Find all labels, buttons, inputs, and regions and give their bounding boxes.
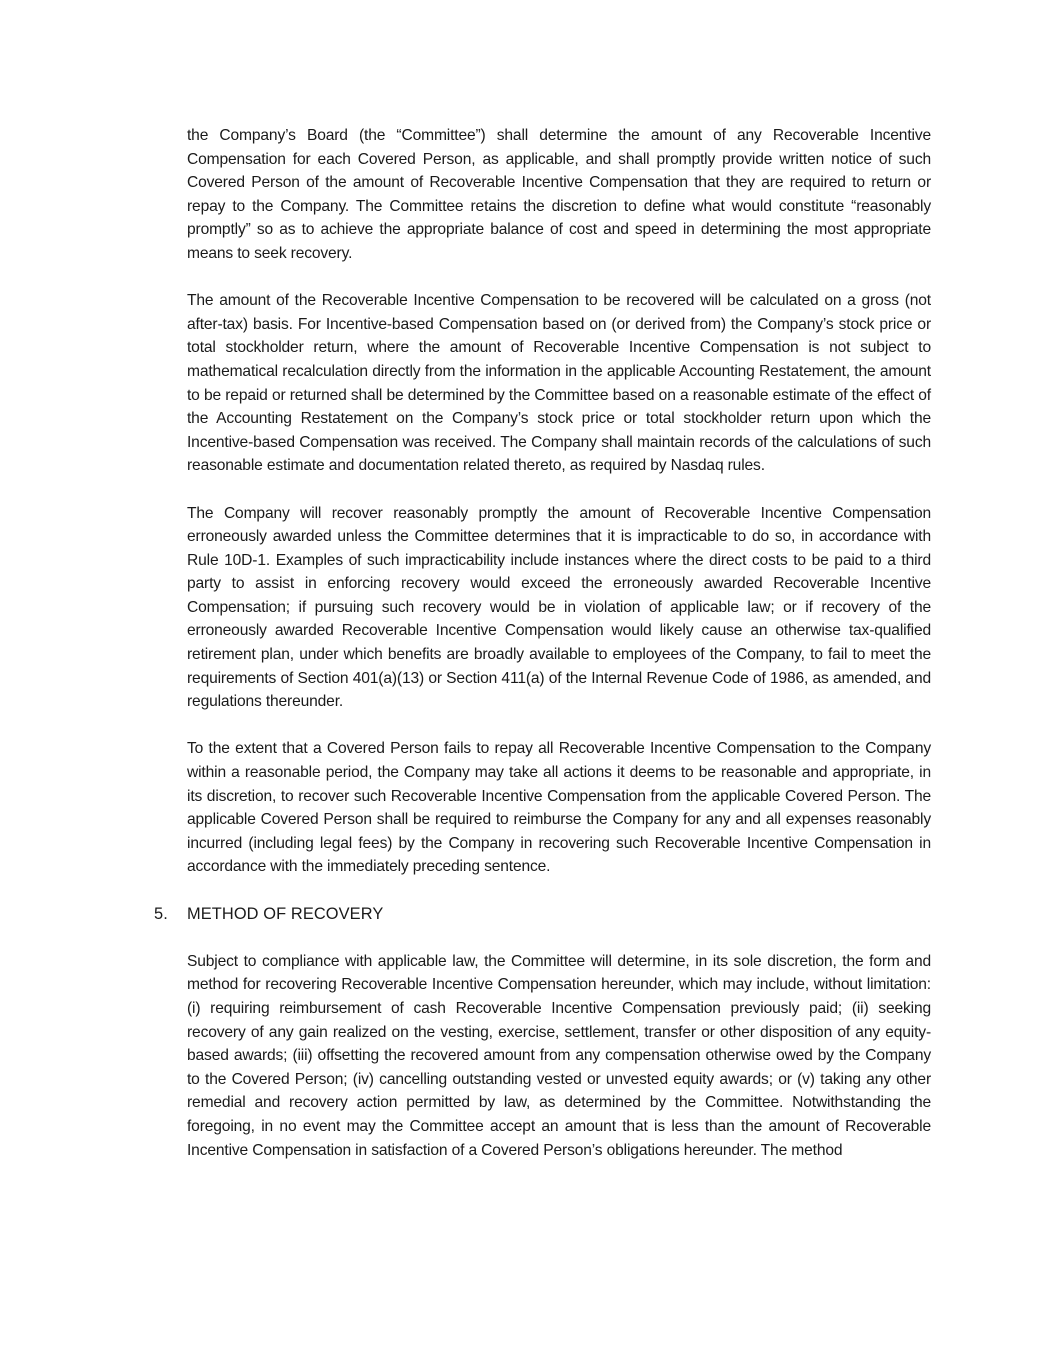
paragraph-method-of-recovery: Subject to compliance with applicable law, the Committee will determine, in its sole discretion, the form and method for recovering Recoverable Incentive Compensation hereunder, which may include, without limitation: (i) requiring reimbursement of cash Recoverable Incentive Compensation previously paid; (ii) seeking recovery of any gain realized on the vesting, exercise, settlement, transfer or other disposition of any equity-based awards; (iii) offsetting the recovered amount from any compensation otherwise owed by the Company to the Covered Person; (iv) cancelling outstanding vested or unvested equity awards; or (v) taking any other remedial and recovery action permitted by law, as determined by the Committee. Notwithstanding the foregoing, in no event may the Committee accept an amount that is less than the amount of Recoverable Incentive Compensation in satisfaction of a Covered Person’s obligations hereunder. The method (187, 952, 931, 1159)
section-title: METHOD OF RECOVERY (187, 904, 384, 923)
document-body (154, 124, 931, 1162)
paragraph-recovery-amount: The amount of the Recoverable Incentive Compensation to be recovered will be calculated on a gross (not after-tax) basis. For Incentive-based Compensation based on (or derived from) the Company’s stock price or total stockholder return, where the amount of Recoverable Incentive Compensation is not subject to mathematical recalculation directly from the information in the applicable Accounting Restatement, the amount to be repaid or returned shall be determined by the Committee based on a reasonable estimate of the effect of the Accounting Restatement on the Company’s stock price or total stockholder return upon which the Incentive-based Compensation was received. The Company shall maintain records of the calculations of such reasonable estimate and documentation related thereto, as required by Nasdaq rules. (187, 292, 931, 475)
paragraph-failure-to-repay: To the extent that a Covered Person fails to repay all Recoverable Incentive Compensation to the Company within a reasonable period, the Company may take all actions it deems to be reasonable and appropriate, in its discretion, to recover such Recoverable Incentive Compensation from the applicable Covered Person. The applicable Covered Person shall be required to reimburse the Company for any and all expenses reasonably incurred (including legal fees) by the Company in recovering such Recoverable Incentive Compensation in accordance with the immediately preceding sentence. (187, 740, 931, 876)
section-heading (154, 903, 931, 927)
paragraph-committee-notice: the Company’s Board (the “Committee”) shall determine the amount of any Recoverable Incentive Compensation for each Covered Person, as applicable, and shall promptly provide written notice of such Covered Person of the amount of Recoverable Incentive Compensation that they are required to return or repay to the Company. The Committee retains the discretion to define what would constitute “reasonably promptly” so as to achieve the appropriate balance of cost and speed in determining the most appropriate means to seek recovery. (187, 127, 931, 262)
paragraph-impracticability: The Company will recover reasonably promptly the amount of Recoverable Incentive Compensation erroneously awarded unless the Committee determines that it is impracticable to do so, in accordance with Rule 10D-1. Examples of such impracticability include instances where the direct costs to be paid to a third party to assist in enforcing recovery would exceed the erroneously awarded Recoverable Incentive Compensation; if pursuing such recovery would be in violation of applicable law; or if recovery of the erroneously awarded Recoverable Incentive Compensation would likely cause an otherwise tax-qualified retirement plan, under which benefits are broadly available to employees of the Company, to fail to meet the requirements of Section 401(a)(13) or Section 411(a) of the Internal Revenue Code of 1986, as amended, and regulations thereunder. (187, 504, 931, 711)
section-number: 5. (154, 904, 168, 923)
